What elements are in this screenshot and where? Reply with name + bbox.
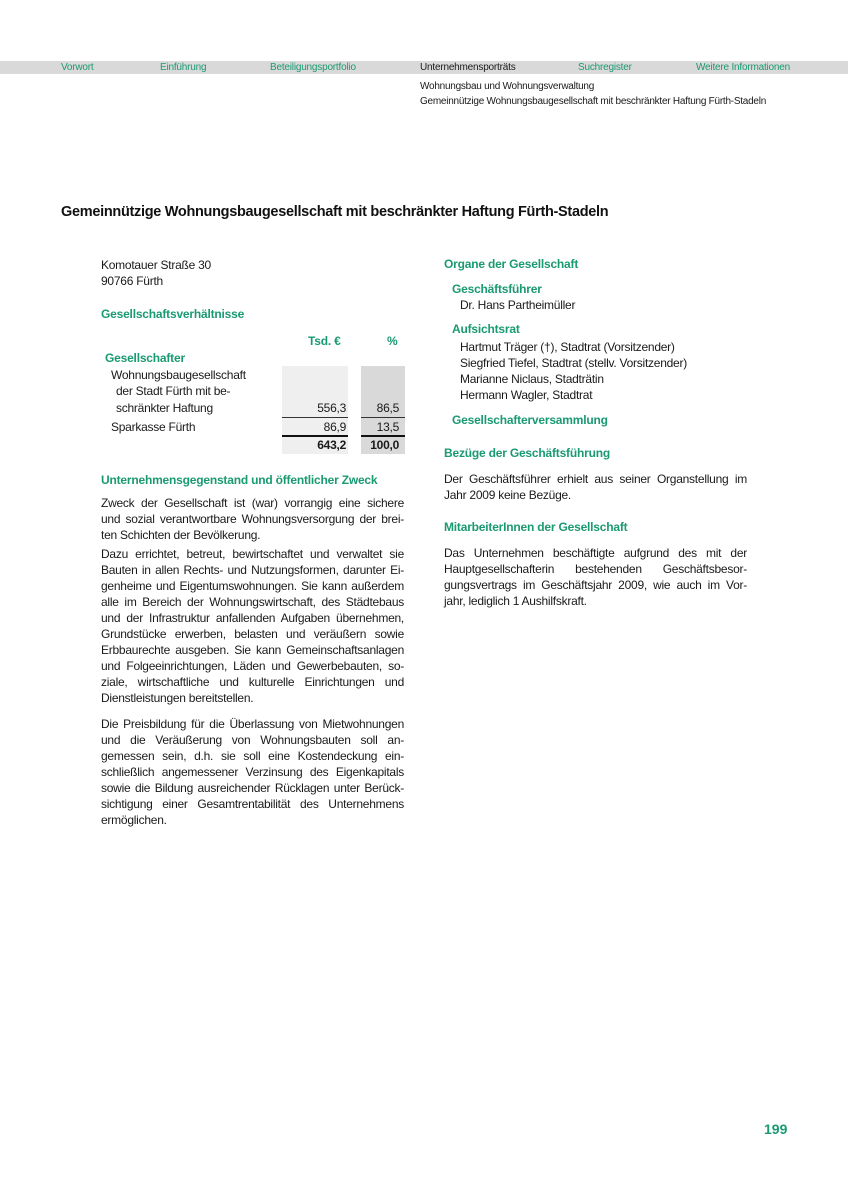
aufsichtsrat-member: Hartmut Träger (†), Stadtrat (Vorsitzender) [460, 340, 675, 354]
page-number: 199 [764, 1121, 788, 1137]
text-line: gungsvertrags im Geschäftsjahr 2009, wie auch im Vor- [444, 578, 747, 592]
shareholder-percent-value: 86,5 [376, 401, 399, 415]
text-line: alle im Bereich der Wohnungswirtschaft, des Städtebaus [101, 595, 404, 609]
text-line: Der Geschäftsführer erhielt aus seiner Organstellung im [444, 472, 747, 486]
breadcrumb-company: Gemeinnützige Wohnungsbaugesellschaft mit beschränkter Haftung Fürth-Stadeln [420, 96, 767, 107]
address-city: 90766 Fürth [101, 274, 163, 288]
zweck-paragraph-3 [101, 716, 404, 828]
gesellschafterversammlung-heading: Gesellschafterversammlung [452, 413, 608, 427]
text-line: schließlich angemessener Verzinsung des Eigenkapitals [101, 765, 404, 779]
total-percent-value: 100,0 [370, 438, 399, 452]
text-line: Erbbaurechte ausgeben. Sie kann Gemeinschaftsanlagen [101, 643, 404, 657]
shareholder-tsd-value: 556,3 [317, 401, 346, 415]
shareholder-name-line: Sparkasse Fürth [111, 420, 196, 434]
zweck-heading: Unternehmensgegenstand und öffentlicher Zweck [101, 473, 378, 487]
nav-weitere-informationen[interactable]: Weitere Informationen [696, 62, 790, 73]
gesellschafter-subheading: Gesellschafter [105, 351, 185, 365]
text-line: und der Infrastruktur anfallenden Aufgaben übernehmen, [101, 611, 404, 625]
table-divider [361, 417, 405, 418]
breadcrumb-category: Wohnungsbau und Wohnungsverwaltung [420, 81, 595, 92]
text-line: Bauten in allen Rechts- und Nutzungsformen, darunter Ei- [101, 563, 404, 577]
text-line: und sozial verantwortbare Wohnungsversorgung der brei- [101, 512, 404, 526]
text-line: Zweck der Gesellschaft ist (war) vorrangig eine sichere [101, 496, 404, 510]
aufsichtsrat-member: Hermann Wagler, Stadtrat [460, 388, 593, 402]
nav-beteiligungsportfolio[interactable]: Beteiligungsportfolio [270, 62, 356, 73]
bezuege-heading: Bezüge der Geschäftsführung [444, 446, 610, 460]
aufsichtsrat-member: Siegfried Tiefel, Stadtrat (stellv. Vorsitzender) [460, 356, 687, 370]
geschaeftsfuehrer-heading: Geschäftsführer [452, 282, 542, 296]
nav-unternehmensportraets[interactable]: Unternehmensporträts [420, 62, 516, 73]
text-line: ermöglichen. [101, 813, 167, 827]
geschaeftsfuehrer-name: Dr. Hans Partheimüller [460, 298, 576, 312]
text-line: genheime und Eigentumswohnungen. Sie kann außerdem [101, 579, 404, 593]
column-header-tsd: Tsd. € [308, 334, 341, 348]
text-line: jahr, lediglich 1 Aushilfskraft. [444, 594, 587, 608]
shareholder-name-line: schränkter Haftung [116, 401, 213, 415]
text-line: ziale, wirtschaftliche und kulturelle Einrichtungen und [101, 675, 404, 689]
nav-suchregister[interactable]: Suchregister [578, 62, 632, 73]
aufsichtsrat-member: Marianne Niclaus, Stadträtin [460, 372, 604, 386]
nav-einfuehrung[interactable]: Einführung [160, 62, 207, 73]
shareholder-tsd-value: 86,9 [323, 420, 346, 434]
organe-heading: Organe der Gesellschaft [444, 257, 579, 271]
column-header-percent: % [387, 334, 398, 348]
bezuege-paragraph [444, 471, 747, 503]
nav-vorwort[interactable]: Vorwort [61, 62, 94, 73]
text-line: Dienstleistungen bereitstellen. [101, 691, 254, 705]
text-line: Die Preisbildung für die Überlassung von Mietwohnungen [101, 717, 404, 731]
shareholder-name-line: der Stadt Fürth mit be- [116, 384, 231, 398]
text-line: und die Veräußerung von Wohnungsbauten soll an- [101, 733, 404, 747]
text-line: ten Schichten der Bevölkerung. [101, 528, 261, 542]
text-line: sichtigung einer Gesamtrentabilität des Unternehmens [101, 797, 404, 811]
text-line: Grundstücke erwerben, belasten und veräußern sowie [101, 627, 404, 641]
table-divider [282, 417, 348, 418]
text-line: Dazu errichtet, betreut, bewirtschaftet und verwaltet sie [101, 547, 404, 561]
text-line: Jahr 2009 keine Bezüge. [444, 488, 572, 502]
aufsichtsrat-heading: Aufsichtsrat [452, 322, 520, 336]
zweck-paragraph-2 [101, 546, 404, 706]
text-line: Das Unternehmen beschäftigte aufgrund des mit der [444, 546, 747, 560]
page-title: Gemeinnützige Wohnungsbaugesellschaft mit beschränkter Haftung Fürth-Stadeln [61, 204, 609, 220]
shareholder-name-line: Wohnungsbaugesellschaft [111, 368, 246, 382]
text-line: gemessen sein, d.h. sie soll eine Kostendeckung ein- [101, 749, 404, 763]
text-line: sowie die Bildung ausreichender Rücklagen unter Berück- [101, 781, 404, 795]
zweck-paragraph-1 [101, 495, 404, 543]
address-street: Komotauer Straße 30 [101, 258, 211, 272]
mitarbeiter-paragraph [444, 545, 747, 609]
mitarbeiter-heading: MitarbeiterInnen der Gesellschaft [444, 520, 628, 534]
text-line: und Folgeeinrichtungen, Läden und Gewerbebauten, so- [101, 659, 404, 673]
shareholder-percent-value: 13,5 [376, 420, 399, 434]
text-line: Hauptgesellschafterin bestehenden Geschäftsbesor- [444, 562, 747, 576]
gesellschaftsverhaeltnisse-heading: Gesellschaftsverhältnisse [101, 307, 245, 321]
total-tsd-value: 643,2 [317, 438, 346, 452]
